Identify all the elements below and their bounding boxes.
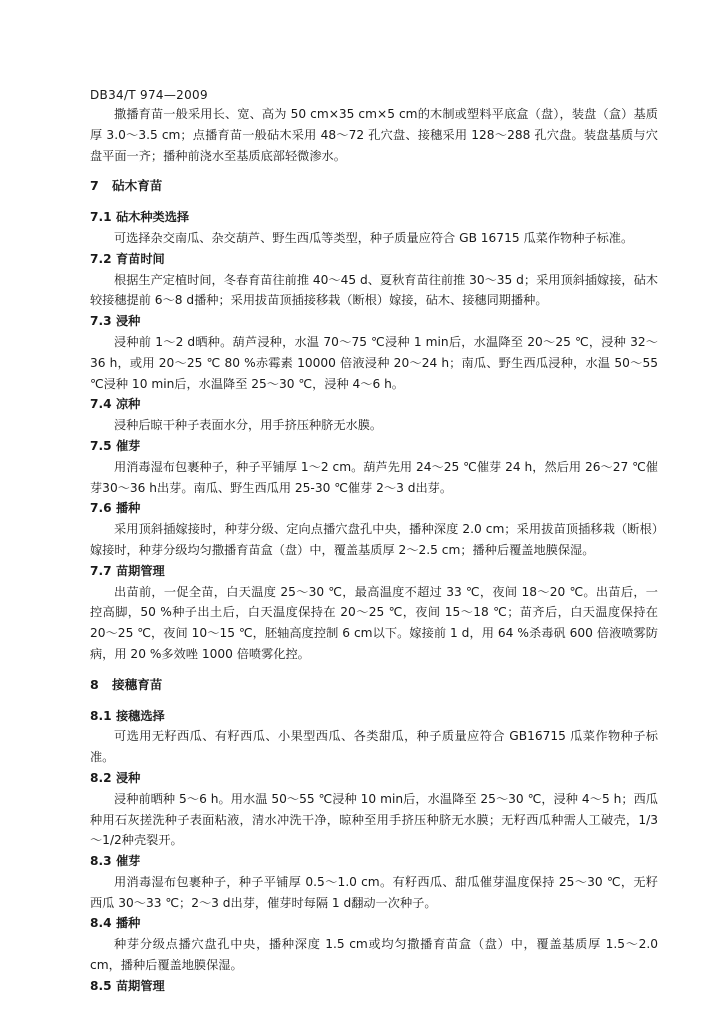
subsection-title: 浸种 <box>116 770 141 785</box>
subsection-number: 8.5 <box>90 978 112 993</box>
subsection-paragraph: 用消毒湿布包裹种子，种子平铺厚 1～2 cm。葫芦先用 24～25 ℃催芽 24 h，然后用 26～27 ℃催芽30～36 h出芽。南瓜、野生西瓜用 25-30 ℃催芽 2～3 d出芽。 <box>90 459 658 495</box>
intro-paragraph: 撒播育苗一般采用长、宽、高为 50 cm×35 cm×5 cm的木制或塑料平底盒（盘），装盘（盒）基质厚 3.0～3.5 cm；点播育苗一般砧木采用 48～72 孔穴盘、接穗采用 128～288 孔穴盘。装盘基质与穴盘平面一齐；播种前浇水至基质底部轻微渗水。 <box>90 107 658 163</box>
section-spacer <box>90 696 658 706</box>
section-number: 8 <box>90 676 99 692</box>
subsection-number: 7.7 <box>90 563 112 578</box>
subsection-number: 7.1 <box>90 210 112 225</box>
subsection-heading <box>90 913 658 934</box>
subsection-heading <box>90 976 658 997</box>
subsection-number: 7.6 <box>90 501 112 516</box>
subsection-paragraph: 用消毒湿布包裹种子，种子平铺厚 0.5～1.0 cm。有籽西瓜、甜瓜催芽温度保持 25～30 ℃，无籽西瓜 30～33 ℃；2～3 d出芽，催芽时每隔 1 d翻动一次种子。 <box>90 874 658 910</box>
subsection-paragraph: 采用顶斜插嫁接时，种芽分级、定向点播穴盘孔中央，播种深度 2.0 cm；采用拔苗顶插移栽（断根）嫁接时，种芽分级均匀撒播育苗盒（盘）中，覆盖基质厚 2～2.5 cm；播种后覆盖地膜保湿。 <box>90 522 658 557</box>
subsection-title: 凉种 <box>116 397 141 412</box>
subsection-title: 接穗选择 <box>116 708 165 723</box>
subsection-paragraph: 种芽分级点播穴盘孔中央，播种深度 1.5 cm或均匀撒播育苗盒（盘）中，覆盖基质厚 1.5～2.0 cm，播种后覆盖地膜保湿。 <box>90 937 658 973</box>
subsection-number: 7.4 <box>90 397 112 412</box>
subsection-number: 8.4 <box>90 916 112 931</box>
subsection-title: 催芽 <box>116 854 141 869</box>
subsection-title: 育苗时间 <box>116 251 165 266</box>
subsection-heading <box>90 249 658 270</box>
subsection-title: 播种 <box>116 916 141 931</box>
subsection-number: 7.5 <box>90 438 112 453</box>
subsection-number: 7.2 <box>90 251 112 266</box>
subsection-number: 8.3 <box>90 854 112 869</box>
subsection-paragraph: 浸种前 1～2 d晒种。葫芦浸种，水温 70～75 ℃浸种 1 min后，水温降至 20～25 ℃，浸种 32～36 h，或用 20～25 ℃ 80 %赤霉素 10000 倍液浸种 20～24 h；南瓜、野生西瓜浸种，水温 50～55 ℃浸种 10 min后，水温降至 25～30 ℃，浸种 4～6 h。 <box>90 334 658 391</box>
subsection-paragraph: 浸种后晾干种子表面水分，用手挤压种脐无水膜。 <box>114 418 383 433</box>
subsection-heading <box>90 561 658 582</box>
subsection-number: 7.3 <box>90 314 112 329</box>
standard-number: DB34/T 974—2009 <box>90 88 208 102</box>
subsection-heading <box>90 207 658 228</box>
section-title: 接穗育苗 <box>112 676 163 692</box>
subsection-heading <box>90 436 658 457</box>
subsection-title: 浸种 <box>116 314 141 329</box>
subsection-heading <box>90 311 658 332</box>
subsection-title: 催芽 <box>116 438 141 453</box>
subsection-number: 8.2 <box>90 770 112 785</box>
subsection-paragraph: 浸种前晒种 5～6 h。用水温 50～55 ℃浸种 10 min后，水温降至 25～30 ℃，浸种 4～5 h；西瓜种用石灰搓洗种子表面粘液，清水冲洗干净，晾种至用手挤压种脐无水膜；无籽西瓜种需人工破壳，1/3～1/2种壳裂开。 <box>90 791 658 848</box>
document-body <box>90 104 658 997</box>
subsection-number: 8.1 <box>90 708 112 723</box>
section-heading <box>90 176 658 197</box>
subsection-title: 苗期管理 <box>116 978 165 993</box>
section-spacer <box>90 197 658 207</box>
subsection-heading <box>90 498 658 519</box>
subsection-title: 砧木种类选择 <box>116 210 190 225</box>
subsection-title: 苗期管理 <box>116 563 165 578</box>
subsection-heading <box>90 768 658 789</box>
section-spacer <box>90 665 658 675</box>
section-number: 7 <box>90 178 99 194</box>
section-heading <box>90 675 658 696</box>
subsection-title: 播种 <box>116 501 141 516</box>
subsection-paragraph: 可选用无籽西瓜、有籽西瓜、小果型西瓜、各类甜瓜，种子质量应符合 GB16715 瓜菜作物种子标准。 <box>90 729 658 765</box>
section-title: 砧木育苗 <box>112 178 163 194</box>
subsection-heading <box>90 706 658 727</box>
subsection-paragraph: 根据生产定植时间，冬春育苗往前推 40～45 d、夏秋育苗往前推 30～35 d；采用顶斜插嫁接，砧木较接穗提前 6～8 d播种；采用拔苗顶插接移栽（断根）嫁接，砧木、接穗同期播种。 <box>90 272 658 308</box>
subsection-heading <box>90 394 658 415</box>
subsection-paragraph: 出苗前，一促全苗，白天温度 25～30 ℃，最高温度不超过 33 ℃，夜间 18～20 ℃。出苗后，一控高脚，50 %种子出土后，白天温度保持在 20～25 ℃，夜间 15～18 ℃；苗齐后，白天温度保持在 20～25 ℃，夜间 10～15 ℃，胚轴高度控制 6 cm以下。嫁接前 1 d，用 64 %杀毒矾 600 倍液喷雾防病，用 20 %多效唑 1000 倍喷雾化控。 <box>90 584 658 661</box>
section-spacer <box>90 166 658 176</box>
subsection-heading <box>90 851 658 872</box>
subsection-paragraph: 可选择杂交南瓜、杂交葫芦、野生西瓜等类型，种子质量应符合 GB 16715 瓜菜作物种子标准。 <box>114 230 634 245</box>
